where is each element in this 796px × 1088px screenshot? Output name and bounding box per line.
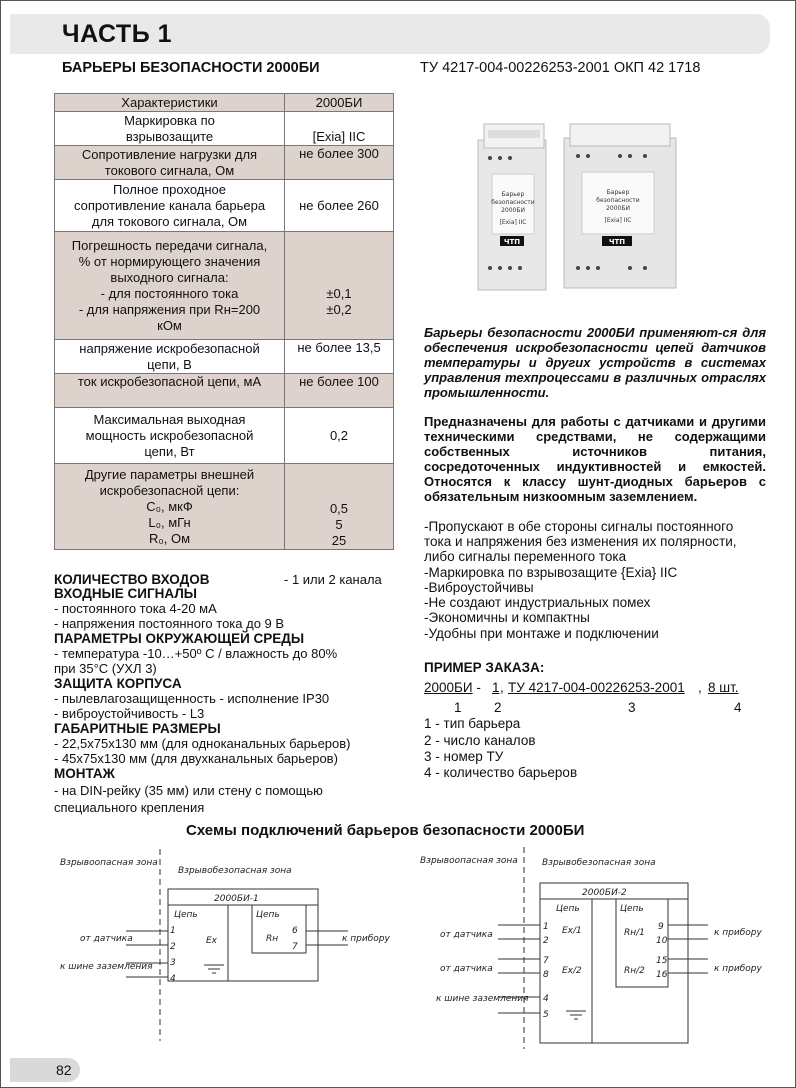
input-signals-heading: ВХОДНЫЕ СИГНАЛЫ <box>54 586 198 601</box>
svg-text:[Exia] IIC: [Exia] IIC <box>499 219 527 226</box>
feature-bidirectional-3: либо сигналы переменного тока <box>424 549 627 564</box>
svg-text:9: 9 <box>658 922 664 932</box>
from-sensor-label: от датчика <box>80 934 133 944</box>
hazard-zone-label: Взрывоопасная зона <box>60 858 158 868</box>
svg-text:8: 8 <box>543 970 549 980</box>
protection-ip: - пылевлагозащищенность - исполнение IP30 <box>54 691 330 706</box>
table-row <box>55 408 394 464</box>
svg-text:1: 1 <box>170 926 176 936</box>
inputs-count-value: - 1 или 2 канала <box>284 572 382 587</box>
table-cell: ток искробезопасной цепи, мА <box>55 374 285 408</box>
environment-temp: - температура -10…+50º С / влажность до 80% <box>54 646 338 661</box>
table-header-characteristic: Характеристики <box>55 94 285 112</box>
mounting-heading: МОНТАЖ <box>54 766 115 781</box>
order-index-3: 3 <box>628 700 636 715</box>
hazard-zone-label: Взрывоопасная зона <box>420 856 518 866</box>
table-cell: Погрешность передачи сигнала, % от нормирующего значения выходного сигнала: - для постоянного тока - для напряжения при Rн=200 кОм <box>55 232 285 340</box>
table-cell: Сопротивление нагрузки для токового сигнала, Ом <box>55 146 285 180</box>
order-legend-2: 2 - число каналов <box>424 733 536 748</box>
order-example-title: ПРИМЕР ЗАКАЗА: <box>424 660 545 675</box>
svg-text:7: 7 <box>292 942 298 952</box>
order-part-type: 2000БИ - <box>424 680 481 695</box>
table-cell: 0,2 <box>285 408 394 464</box>
to-ground-label: к шине заземления <box>436 994 529 1004</box>
feature-bidirectional-2: тока и напряжения без изменения их полярности, <box>424 534 737 549</box>
page-number: 82 <box>56 1062 72 1078</box>
svg-text:ЧТП: ЧТП <box>608 238 626 246</box>
order-index-1: 1 <box>454 700 462 715</box>
svg-text:3: 3 <box>170 958 176 968</box>
table-cell: не более 300 <box>285 146 394 180</box>
svg-text:15: 15 <box>656 956 668 966</box>
table-cell: ±0,1 ±0,2 <box>285 232 394 340</box>
table-cell: Максимальная выходная мощность искробезопасной цепи, Вт <box>55 408 285 464</box>
svg-text:[Exia] IIC: [Exia] IIC <box>604 217 632 224</box>
safe-zone-label: Взрывобезопасная зона <box>178 866 292 876</box>
feature-no-noise: -Не создают индустриальных помех <box>424 595 651 610</box>
dimensions-single: - 22,5х75х130 мм (для одноканальных барьеров) <box>54 736 351 751</box>
order-part-channels: 1 <box>492 680 500 695</box>
svg-text:Барьер: Барьер <box>606 189 630 196</box>
table-row <box>55 146 394 180</box>
barrier-devices-photo <box>470 118 690 298</box>
ex2-label: Ex/2 <box>562 966 582 976</box>
inputs-count-label: КОЛИЧЕСТВО ВХОДОВ <box>54 572 210 587</box>
protection-heading: ЗАЩИТА КОРПУСА <box>54 676 182 691</box>
input-signal-current: - постоянного тока 4-20 мА <box>54 601 217 616</box>
environment-heading: ПАРАМЕТРЫ ОКРУЖАЮЩЕЙ СРЕДЫ <box>54 631 305 646</box>
svg-text:7: 7 <box>543 956 549 966</box>
rn-label: Rн <box>266 934 279 944</box>
to-ground-label: к шине заземления <box>60 962 153 972</box>
order-index-2: 2 <box>494 700 502 715</box>
protection-vibration: - виброустойчивость - L3 <box>54 706 205 721</box>
table-cell: Полное проходное сопротивление канала барьера для токового сигнала, Ом <box>55 180 285 232</box>
section-title: БАРЬЕРЫ БЕЗОПАСНОСТИ 2000БИ <box>62 60 320 76</box>
mounting-line2: специального крепления <box>54 800 205 815</box>
dimensions-heading: ГАБАРИТНЫЕ РАЗМЕРЫ <box>54 721 221 736</box>
svg-text:2: 2 <box>543 936 549 946</box>
wiring-diagram-dual <box>416 845 776 1051</box>
table-cell: напряжение искробезопасной цепи, В <box>55 340 285 374</box>
order-sep2: , <box>698 680 702 695</box>
order-legend-3: 3 - номер ТУ <box>424 749 504 764</box>
table-cell: 0,5 5 25 <box>285 464 394 550</box>
order-legend-1: 1 - тип барьера <box>424 716 521 731</box>
svg-text:безопасности: безопасности <box>596 197 640 204</box>
feature-marking: -Маркировка по взрывозащите {Exia} IIC <box>424 565 678 580</box>
feature-vibration: -Виброустойчивы <box>424 580 534 595</box>
svg-text:16: 16 <box>656 970 668 980</box>
svg-text:Цепь: Цепь <box>256 910 280 920</box>
ex-label: Ex <box>206 936 218 946</box>
to-device-label: к прибору <box>342 934 390 944</box>
device-label: 2000БИ-2 <box>582 888 627 898</box>
description-paragraph-2: Предназначены для работы с датчиками и другими техническими средствами, не содержащими собственных источников питания, сосредоточенных индуктивностей и емкостей. Относятся к классу шунт-диодных барьеров с обязательным низкоомным заземлением. <box>424 414 766 504</box>
svg-text:5: 5 <box>543 1010 549 1020</box>
svg-text:Барьер: Барьер <box>501 191 525 198</box>
table-row <box>55 180 394 232</box>
feature-easy-mount: -Удобны при монтаже и подключении <box>424 626 659 641</box>
photo-logo: ЧТП <box>503 238 521 246</box>
rn2-label: Rн/2 <box>624 966 645 976</box>
dimensions-dual: - 45х75х130 мм (для двухканальных барьеров) <box>54 751 338 766</box>
ex1-label: Ex/1 <box>562 926 582 936</box>
specs-table <box>54 93 394 550</box>
safe-zone-label: Взрывобезопасная зона <box>542 858 656 868</box>
table-cell: не более 100 <box>285 374 394 408</box>
svg-text:6: 6 <box>292 926 298 936</box>
table-row <box>55 94 394 112</box>
order-part-qty: 8 шт. <box>708 680 739 695</box>
table-row <box>55 464 394 550</box>
order-part-tu: ТУ 4217-004-00226253-2001 <box>508 680 685 695</box>
part-title: ЧАСТЬ 1 <box>62 20 173 48</box>
svg-text:2000БИ: 2000БИ <box>501 207 525 214</box>
device-label: 2000БИ-1 <box>214 894 259 904</box>
svg-text:1: 1 <box>543 922 549 932</box>
table-cell: не более 260 <box>285 180 394 232</box>
mounting-line1: - на DIN-рейку (35 мм) или стену с помощью <box>54 783 323 798</box>
table-row <box>55 340 394 374</box>
circuit-label: Цепь <box>556 904 580 914</box>
description-paragraph-1: Барьеры безопасности 2000БИ применяют-ся для обеспечения искробезопасности цепей датчиков температуры и других устройств в системах управления техпроцессами в различных отраслях промышленности. <box>424 325 766 400</box>
table-header-model: 2000БИ <box>285 94 394 112</box>
table-cell: Маркировка по взрывозащите <box>55 112 285 146</box>
svg-text:4: 4 <box>170 974 176 984</box>
input-signal-voltage: - напряжения постоянного тока до 9 В <box>54 616 285 631</box>
table-row <box>55 374 394 408</box>
order-legend-4: 4 - количество барьеров <box>424 765 578 780</box>
wiring-diagram-single <box>56 845 396 1045</box>
svg-text:4: 4 <box>543 994 549 1004</box>
order-sep: , <box>500 680 504 695</box>
table-cell: не более 13,5 <box>285 340 394 374</box>
page-number-tab <box>10 1058 80 1082</box>
svg-text:2: 2 <box>170 942 176 952</box>
feature-bidirectional: -Пропускают в обе стороны сигналы постоянного <box>424 519 734 534</box>
from-sensor-label-2: от датчика <box>440 964 493 974</box>
order-index-4: 4 <box>734 700 742 715</box>
feature-compact: -Экономичны и компактны <box>424 610 590 625</box>
rn1-label: Rн/1 <box>624 928 645 938</box>
table-row <box>55 112 394 146</box>
table-cell: [Exia] IIC <box>285 112 394 146</box>
tu-okp-line: ТУ 4217-004-00226253-2001 ОКП 42 1718 <box>420 60 701 76</box>
from-sensor-label-1: от датчика <box>440 930 493 940</box>
svg-text:10: 10 <box>656 936 668 946</box>
table-cell: Другие параметры внешней искробезопасной цепи: C₀, мкФ L₀, мГн R₀, Ом <box>55 464 285 550</box>
to-device-label-2: к прибору <box>714 964 762 974</box>
table-row <box>55 232 394 340</box>
to-device-label-1: к прибору <box>714 928 762 938</box>
circuit-label: Цепь <box>174 910 198 920</box>
svg-text:Цепь: Цепь <box>620 904 644 914</box>
svg-text:безопасности: безопасности <box>491 199 535 206</box>
svg-text:2000БИ: 2000БИ <box>606 205 630 212</box>
schemes-title: Схемы подключений барьеров безопасности 2000БИ <box>186 822 585 839</box>
environment-humidity: при 35°С (УХЛ 3) <box>54 661 157 676</box>
